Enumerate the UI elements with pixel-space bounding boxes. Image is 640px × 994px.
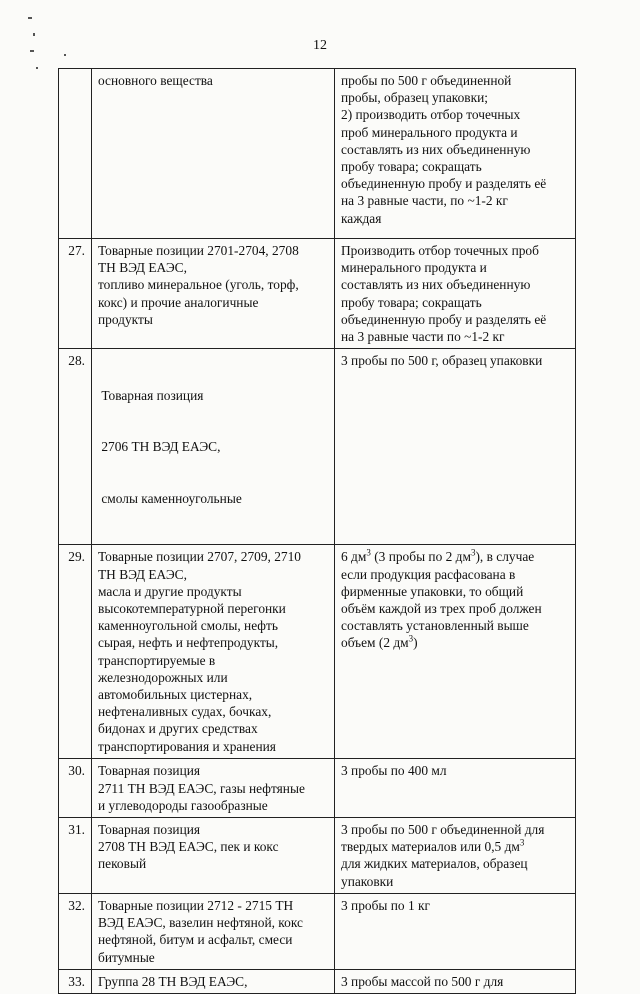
sampling-requirement: 3 пробы по 1 кг xyxy=(335,894,576,970)
product-description: Товарные позиции 2707, 2709, 2710 ТН ВЭД ЕАЭС, масла и другие продукты высокотемпературной перегонки каменноугольной смолы, нефть сырая, нефть и нефтепродукты, транспортируемые в железнодорожных или автомобильных цистернах, нефтеналивных судах, бочках, бидонах и других средствах транспортирования и хранения xyxy=(92,545,335,759)
table-row xyxy=(59,818,576,894)
row-number: 28. xyxy=(59,349,92,545)
product-description: Товарная позиция 2711 ТН ВЭД ЕАЭС, газы нефтяные и углеводороды газообразные xyxy=(92,759,335,818)
sampling-table xyxy=(58,68,576,994)
sampling-requirement: пробы по 500 г объединенной пробы, образец упаковки; 2) производить отбор точечных проб минерального продукта и составлять из них объединенную пробу товара; сокращать объединенную пробу и разделять её на 3 равные части, по ~1-2 кг каждая xyxy=(335,69,576,239)
scan-speck xyxy=(64,54,66,56)
sampling-requirement: 3 пробы по 400 мл xyxy=(335,759,576,818)
table-row xyxy=(59,759,576,818)
row-number: 32. xyxy=(59,894,92,970)
sampling-requirement: 3 пробы по 500 г, образец упаковки xyxy=(335,349,576,545)
table-row xyxy=(59,239,576,349)
sampling-requirement: Производить отбор точечных проб минерального продукта и составлять из них объединенную пробу товара; сокращать объединенную пробу и разделять её на 3 равные части по ~1-2 кг xyxy=(335,239,576,349)
row-number: 31. xyxy=(59,818,92,894)
page-number: 12 xyxy=(313,38,327,53)
product-description: Группа 28 ТН ВЭД ЕАЭС, xyxy=(92,969,335,993)
scan-speck xyxy=(28,17,32,19)
row-number: 30. xyxy=(59,759,92,818)
scan-speck xyxy=(33,33,35,36)
row-number: 27. xyxy=(59,239,92,349)
product-description: Товарные позиции 2701-2704, 2708 ТН ВЭД ЕАЭС, топливо минеральное (уголь, торф, кокс) и прочие аналогичные продукты xyxy=(92,239,335,349)
product-description: Товарная позиция 2708 ТН ВЭД ЕАЭС, пек и кокс пековый xyxy=(92,818,335,894)
row-number: 33. xyxy=(59,969,92,993)
row-number: 29. xyxy=(59,545,92,759)
table-row xyxy=(59,969,576,993)
table-row xyxy=(59,69,576,239)
table-row xyxy=(59,545,576,759)
row-number xyxy=(59,69,92,239)
table-row xyxy=(59,349,576,545)
sampling-requirement: 3 пробы по 500 г объединенной для твердых материалов или 0,5 $дм^3$ для жидких материалов, образец упаковки xyxy=(335,818,576,894)
product-description: Товарная позиция 2706 ТН ВЭД ЕАЭС, смолы каменноугольные xyxy=(92,349,335,545)
sampling-requirement: 3 пробы массой по 500 г для xyxy=(335,969,576,993)
sampling-requirement: 6 $дм^3$ (3 пробы по 2 $дм^3$), в случае если продукция расфасована в фирменные упаковки, то общий объём каждой из трех проб должен составлять установленный выше объем (2 $дм^3$) xyxy=(335,545,576,759)
product-description: основного вещества xyxy=(92,69,335,239)
scan-speck xyxy=(36,67,38,69)
product-description: Товарные позиции 2712 - 2715 ТН ВЭД ЕАЭС, вазелин нефтяной, кокс нефтяной, битум и асфальт, смеси битумные xyxy=(92,894,335,970)
